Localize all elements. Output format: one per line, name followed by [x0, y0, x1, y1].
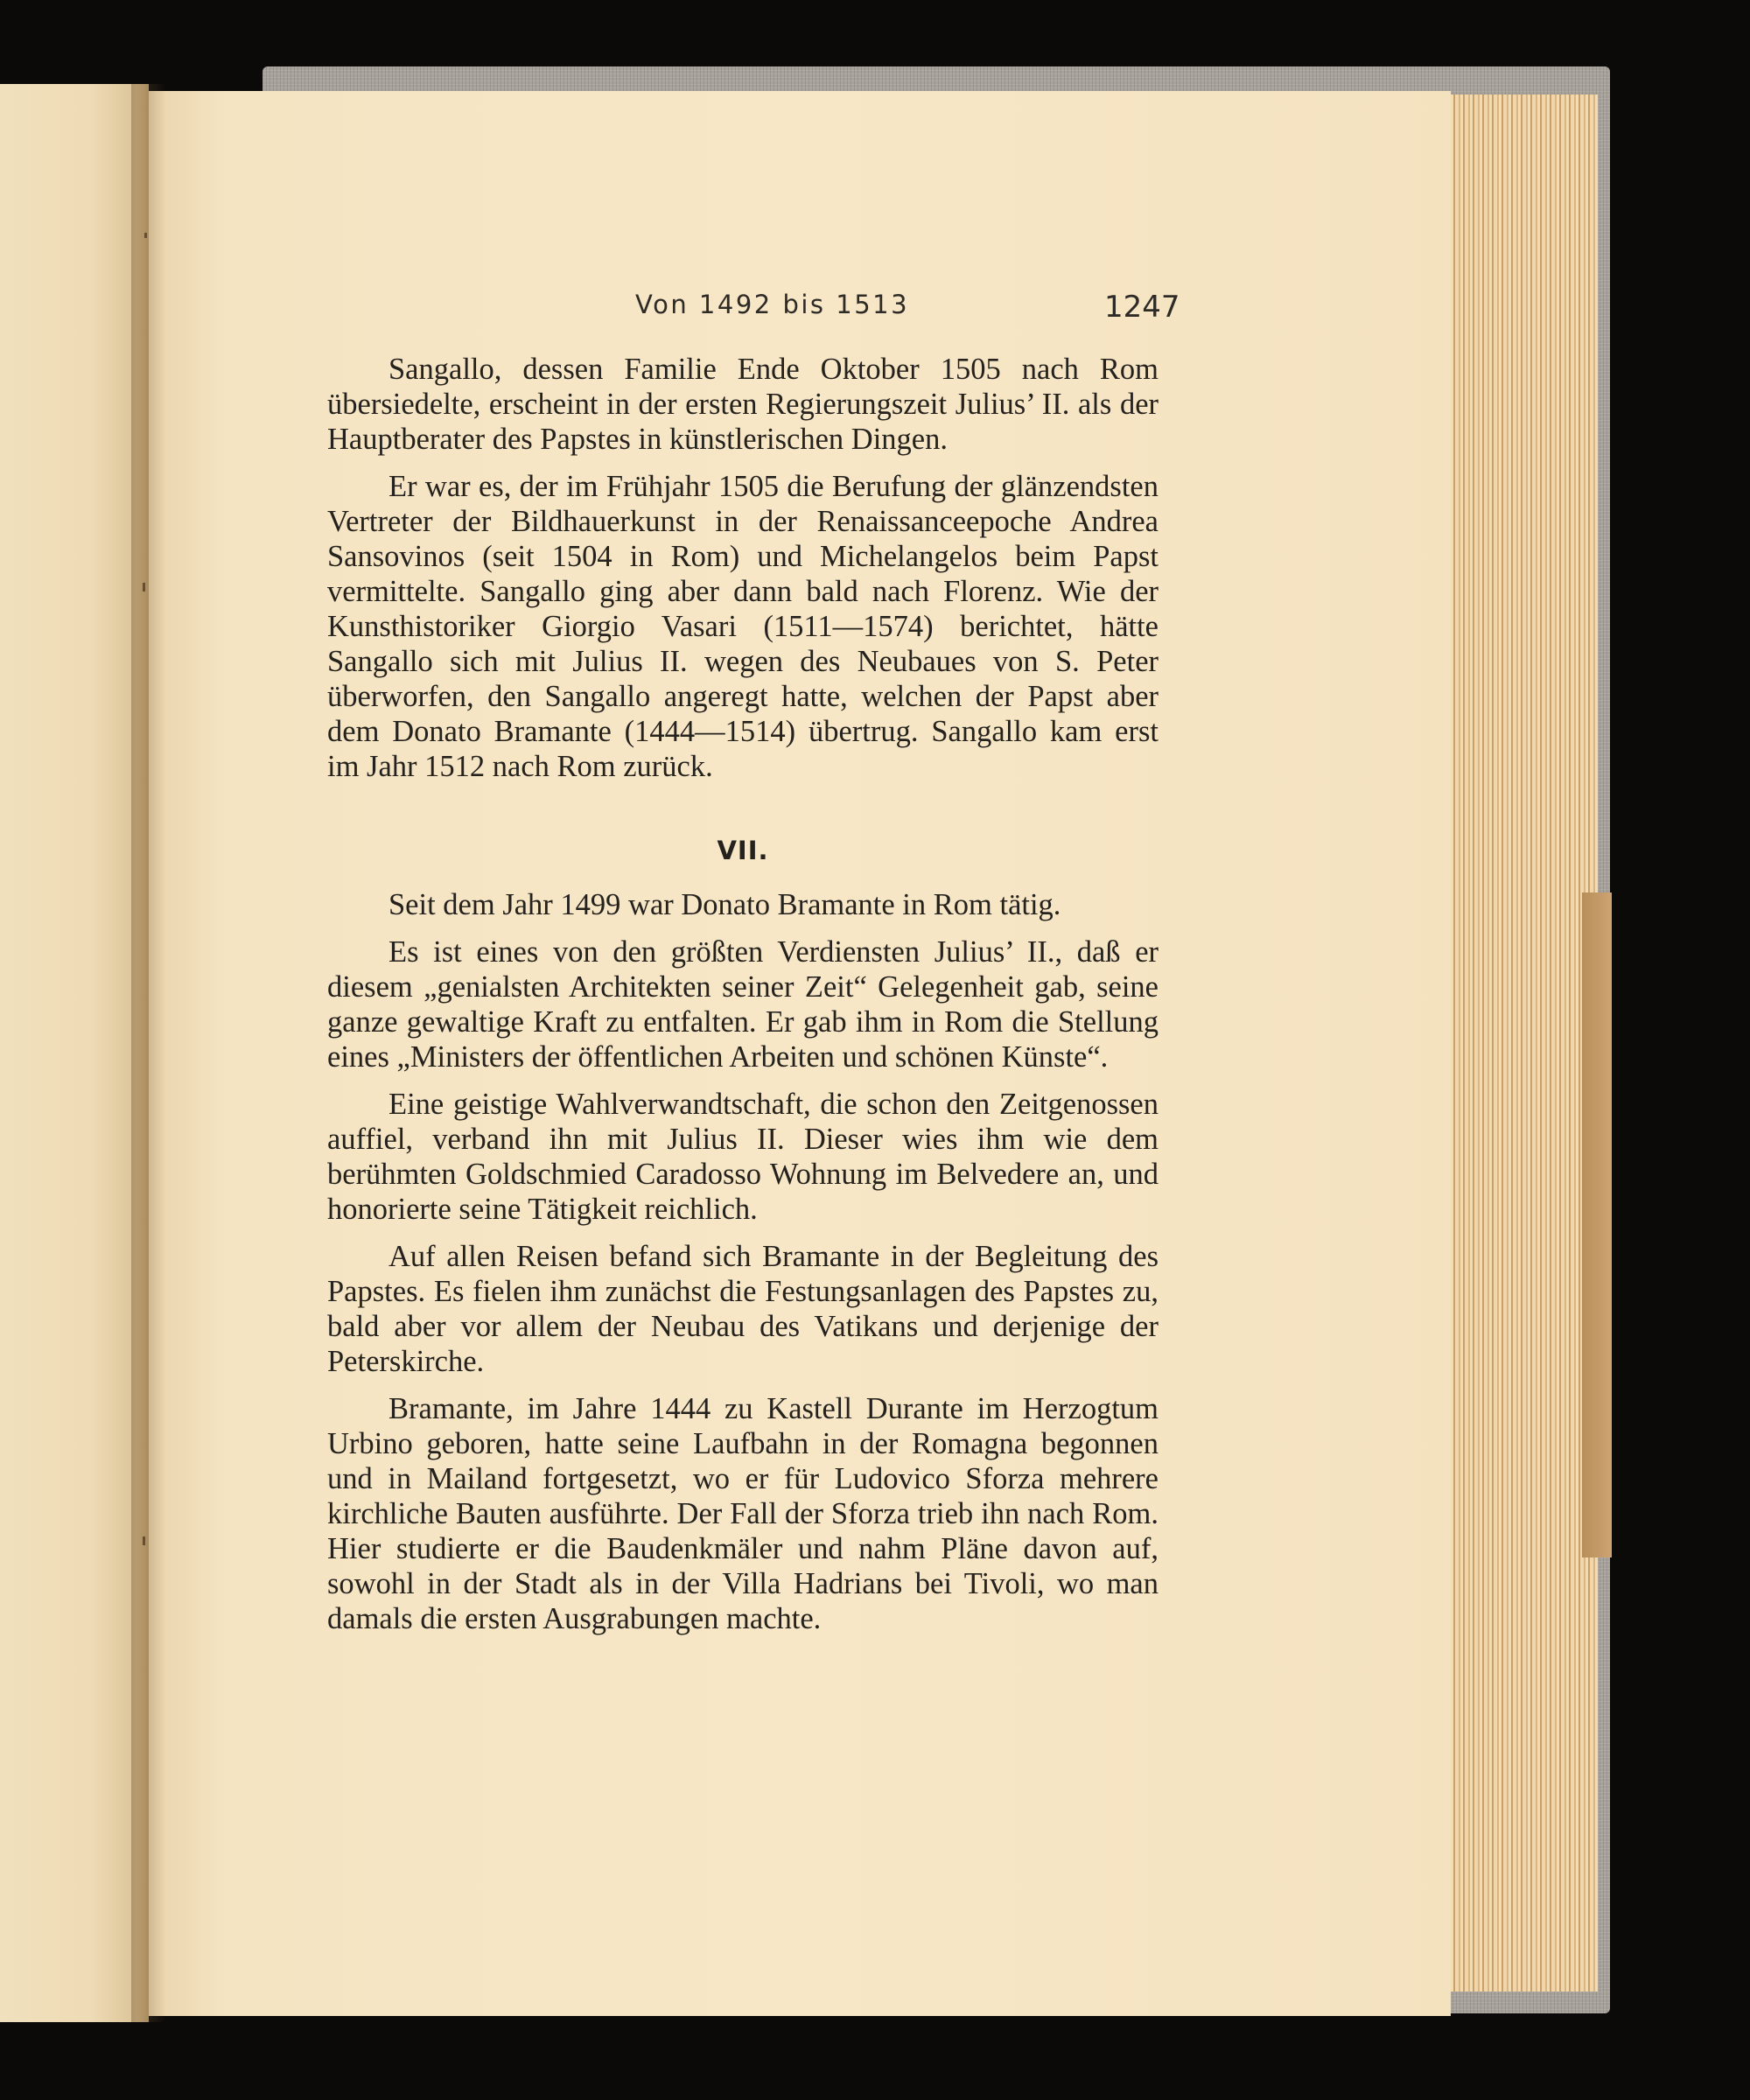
- paragraph: Auf allen Reisen befand sich Bramante in der Begleitung des Papstes. Es fielen ihm zunächst die Festungsanlagen des Papstes zu, bald aber vor allem der Neubau des Vatikans und derjenige der Peterskirche.: [327, 1240, 1158, 1378]
- page-edges: [1444, 94, 1598, 1992]
- paragraph: Sangallo, dessen Familie Ende Oktober 1505 nach Rom übersiedelte, erscheint in der ersten Regierungszeit Julius’ II. als der Hauptberater des Papstes in künstlerischen Dingen.: [327, 353, 1158, 456]
- gutter-shadow: [131, 84, 166, 2022]
- paragraph: Es ist eines von den größten Verdiensten Julius’ II., daß er diesem „genialsten Architekten seiner Zeit“ Gelegenheit gab, seine ganze gewaltige Kraft zu entfalten. Er gab ihm in Rom die Stellung eines „Ministers der öffentlichen Arbeiten und schönen Künste“.: [327, 935, 1158, 1074]
- body-text: [327, 352, 1158, 1648]
- section-heading: VII.: [717, 836, 769, 865]
- paragraph: Bramante, im Jahre 1444 zu Kastell Durante im Herzogtum Urbino geboren, hatte seine Laufbahn in der Romagna begonnen und in Mailand fortgesetzt, wo er für Ludovico Sforza mehrere kirchliche Bauten ausführte. Der Fall der Sforza trieb ihn nach Rom. Hier studierte er die Baudenkmäler und nahm Pläne davon auf, sowohl in der Stadt als in der Villa Hadrians bei Tivoli, wo man damals die ersten Ausgrabungen machte.: [327, 1392, 1158, 1635]
- paragraph: Eine geistige Wahlverwandtschaft, die schon den Zeitgenossen auffiel, verband ihn mit Julius II. Dieser wies ihm wie dem berühmten Goldschmied Caradosso Wohnung im Belvedere an, und honorierte seine Tätigkeit reichlich.: [327, 1088, 1158, 1226]
- page-number: 1247: [1104, 290, 1180, 325]
- page-edge-tab: [1582, 892, 1612, 1558]
- running-title: Von 1492 bis 1513: [635, 290, 910, 319]
- paragraph: Seit dem Jahr 1499 war Donato Bramante in Rom tätig.: [388, 888, 1061, 921]
- left-page: [0, 84, 149, 2022]
- paragraph: Er war es, der im Frühjahr 1505 die Berufung der glänzendsten Vertreter der Bildhauerkunst in der Renaissanceepoche Andrea Sansovinos (seit 1504 in Rom) und Michelangelos beim Papst vermittelte. Sangallo ging aber dann bald nach Florenz. Wie der Kunsthistoriker Giorgio Vasari (1511—1574) berichtet, hätte Sangallo sich mit Julius II. wegen des Neubaues von S. Peter überworfen, den Sangallo angeregt hatte, welchen der Papst aber dem Donato Bramante (1444—1514) übertrug. Sangallo kam erst im Jahr 1512 nach Rom zurück.: [327, 470, 1158, 783]
